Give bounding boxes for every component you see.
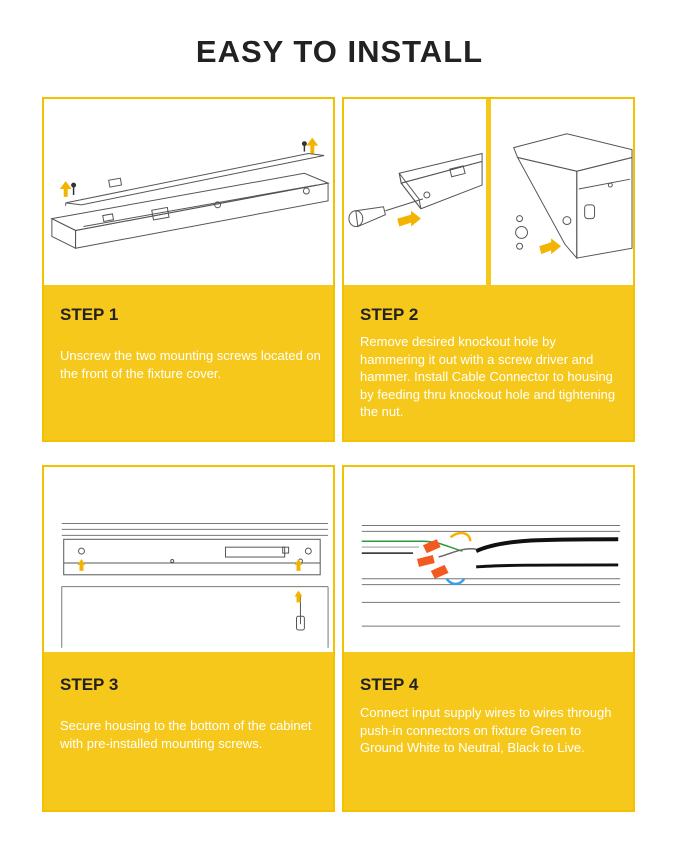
step-3-text: Secure housing to the bottom of the cabinet with pre-installed mounting screws.	[60, 718, 312, 751]
wire-connection-drawing	[344, 467, 633, 652]
illustration-divider	[486, 99, 491, 285]
step-4-text: Connect input supply wires to wires through push-in connectors on fixture Green to Ground White to Neutral, Black to Live.	[360, 705, 612, 755]
step-3-card	[42, 465, 335, 812]
step-1-heading: STEP 1	[60, 305, 119, 324]
page-title: EASY TO INSTALL	[195, 34, 484, 69]
rotate-arrow-icon	[447, 533, 471, 584]
step-1-illustration	[44, 99, 333, 285]
cabinet-mounting-drawing	[44, 467, 333, 652]
step-4-card	[342, 465, 635, 812]
step-4-illustration	[344, 467, 633, 652]
step-2-illustration	[344, 99, 633, 285]
up-arrow-icon	[78, 559, 303, 602]
step-2-heading: STEP 2	[360, 305, 419, 324]
insert-arrow-icon	[539, 238, 561, 254]
step-1-text: Unscrew the two mounting screws located on the front of the fixture cover.	[60, 348, 321, 381]
step-3-illustration	[44, 467, 333, 652]
step-3-heading: STEP 3	[60, 675, 119, 694]
step-2-card	[342, 97, 635, 442]
fixture-cover-removal-drawing	[44, 99, 333, 285]
push-arrow-icon	[397, 211, 421, 227]
step-1-card	[42, 97, 335, 442]
step-4-heading: STEP 4	[360, 675, 419, 694]
step-2-text: Remove desired knockout hole by hammering it out with a screw driver and hammer. Install Cable Connector to housing by feeding thru knockout hole and tightening the nut.	[360, 334, 616, 419]
lift-arrow-icon	[60, 138, 318, 197]
